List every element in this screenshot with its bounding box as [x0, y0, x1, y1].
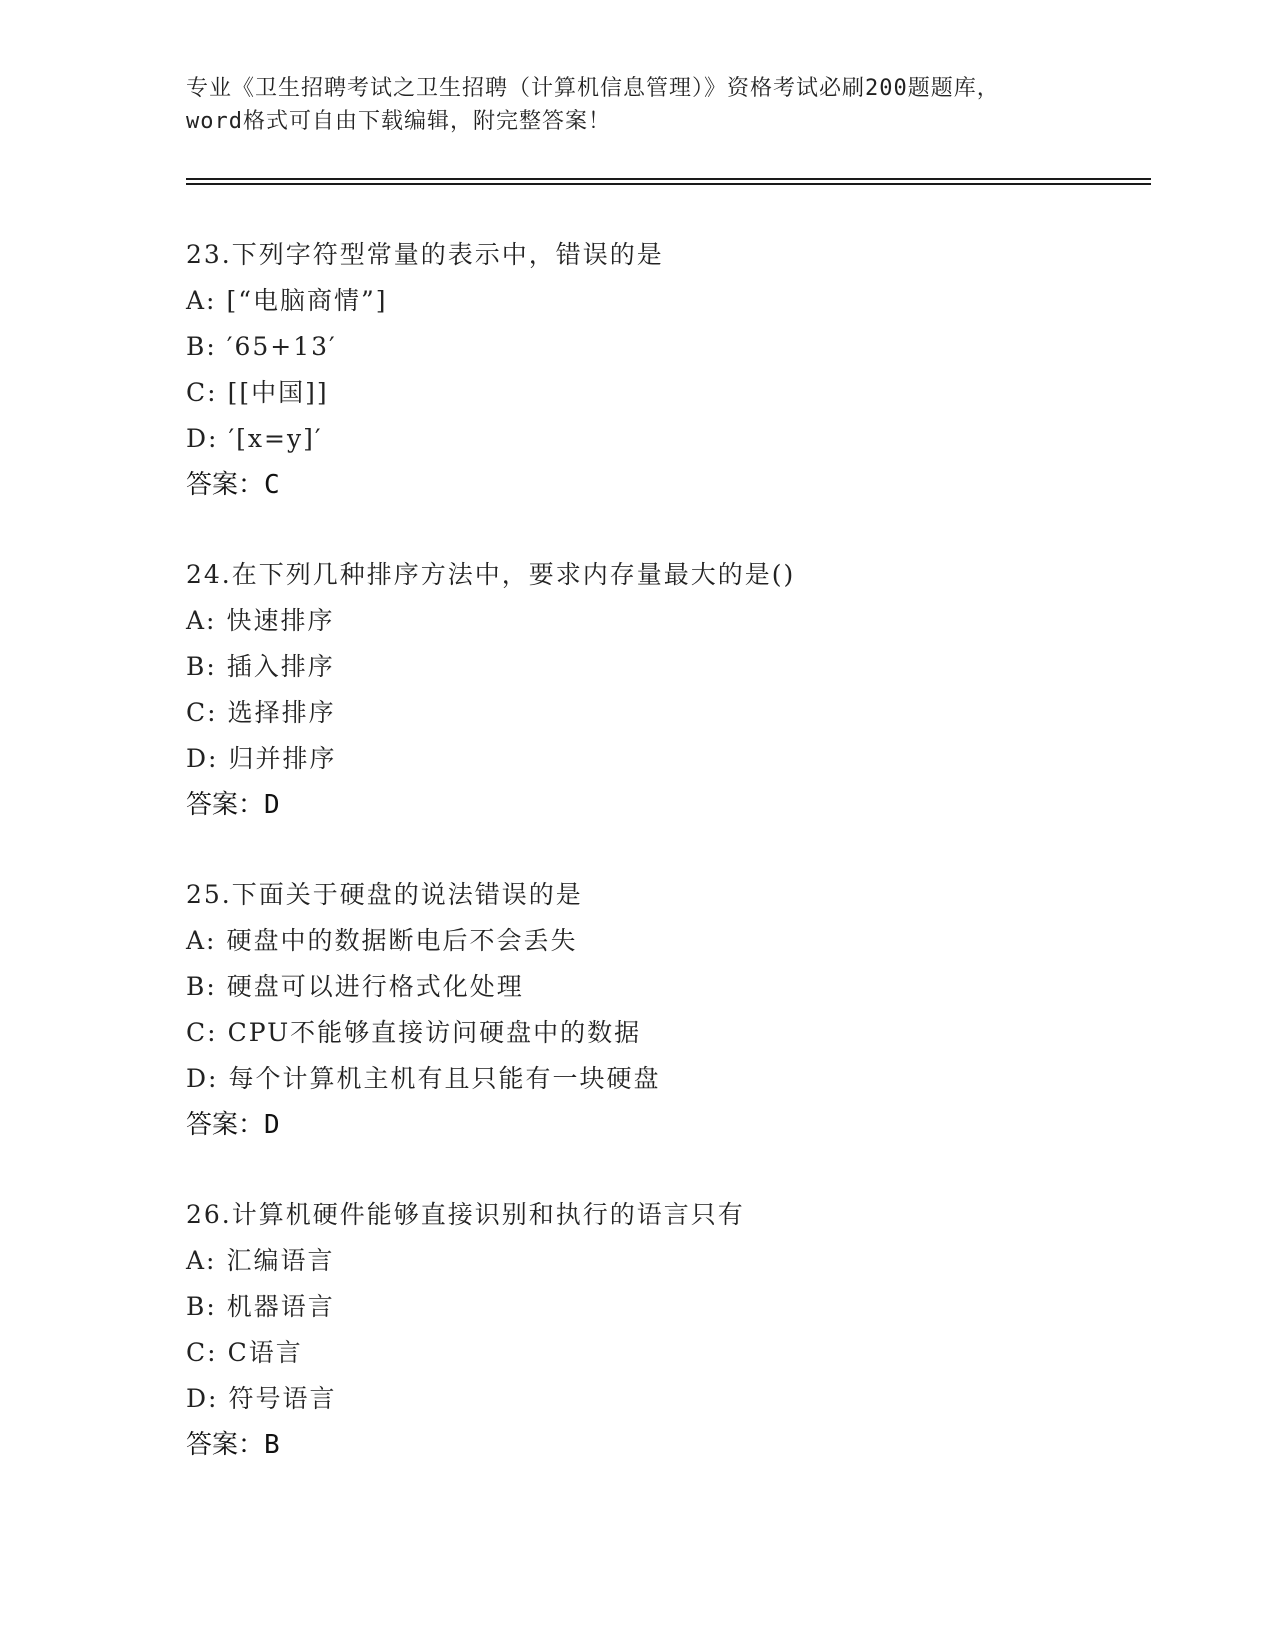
- option-text: CPU不能够直接访问硬盘中的数据: [227, 1018, 642, 1047]
- option-d: [186, 736, 1136, 782]
- question-block: [186, 1192, 1136, 1468]
- option-label: C:: [186, 1338, 218, 1367]
- option-text: 归并排序: [228, 744, 337, 773]
- header-divider-top: [186, 178, 1151, 180]
- option-label: A:: [186, 1246, 217, 1275]
- option-b: [186, 324, 1136, 370]
- header-line-2: word格式可自由下载编辑，附完整答案！: [186, 109, 611, 134]
- option-text: 机器语言: [226, 1292, 335, 1321]
- question-block: [186, 232, 1136, 508]
- question-stem: 25.下面关于硬盘的说法错误的是: [186, 880, 583, 909]
- option-c: [186, 1010, 1136, 1056]
- option-text: 硬盘可以进行格式化处理: [226, 972, 524, 1001]
- option-text: C语言: [227, 1338, 303, 1367]
- option-text: 插入排序: [226, 652, 335, 681]
- answer-line: 答案：D: [186, 790, 280, 820]
- option-label: A:: [186, 926, 217, 955]
- option-c: [186, 690, 1136, 736]
- option-d: [186, 1376, 1136, 1422]
- option-c: [186, 1330, 1136, 1376]
- option-label: B:: [186, 972, 217, 1001]
- answer-line: 答案：D: [186, 1110, 280, 1140]
- option-text: 符号语言: [228, 1384, 337, 1413]
- option-label: A:: [186, 286, 217, 315]
- option-label: D:: [186, 1384, 219, 1413]
- question-stem: 26.计算机硬件能够直接识别和执行的语言只有: [186, 1200, 745, 1229]
- option-label: B:: [186, 332, 217, 361]
- option-d: [186, 416, 1136, 462]
- option-a: [186, 918, 1136, 964]
- option-label: B:: [186, 1292, 217, 1321]
- option-text: 每个计算机主机有且只能有一块硬盘: [228, 1064, 661, 1093]
- question-block: [186, 552, 1136, 828]
- option-text: 硬盘中的数据断电后不会丢失: [226, 926, 578, 955]
- option-label: A:: [186, 606, 217, 635]
- header-line-1: 专业《卫生招聘考试之卫生招聘（计算机信息管理）》资格考试必刷200题题库，: [186, 76, 1000, 101]
- option-label: C:: [186, 1018, 218, 1047]
- option-label: D:: [186, 744, 219, 773]
- option-text: [“电脑商情”]: [226, 286, 388, 315]
- option-text: 选择排序: [227, 698, 336, 727]
- option-label: B:: [186, 652, 217, 681]
- question-block: [186, 872, 1136, 1148]
- option-a: [186, 598, 1136, 644]
- option-a: [186, 278, 1136, 324]
- option-label: D:: [186, 1064, 219, 1093]
- option-text: ′65+13′: [226, 332, 337, 361]
- header-divider-bottom: [186, 183, 1151, 185]
- option-text: [[中国]]: [227, 378, 329, 407]
- option-c: [186, 370, 1136, 416]
- option-text: 快速排序: [226, 606, 335, 635]
- option-label: D:: [186, 424, 219, 453]
- option-label: C:: [186, 378, 218, 407]
- option-text: 汇编语言: [226, 1246, 335, 1275]
- question-stem: 24.在下列几种排序方法中，要求内存量最大的是(): [186, 560, 796, 589]
- option-label: C:: [186, 698, 218, 727]
- answer-line: 答案：C: [186, 470, 280, 500]
- option-text: ′[x=y]′: [228, 424, 323, 453]
- question-stem: 23.下列字符型常量的表示中，错误的是: [186, 240, 664, 269]
- answer-line: 答案：B: [186, 1430, 280, 1460]
- document-header: [186, 72, 1106, 138]
- option-b: [186, 1284, 1136, 1330]
- option-a: [186, 1238, 1136, 1284]
- option-b: [186, 644, 1136, 690]
- option-d: [186, 1056, 1136, 1102]
- option-b: [186, 964, 1136, 1010]
